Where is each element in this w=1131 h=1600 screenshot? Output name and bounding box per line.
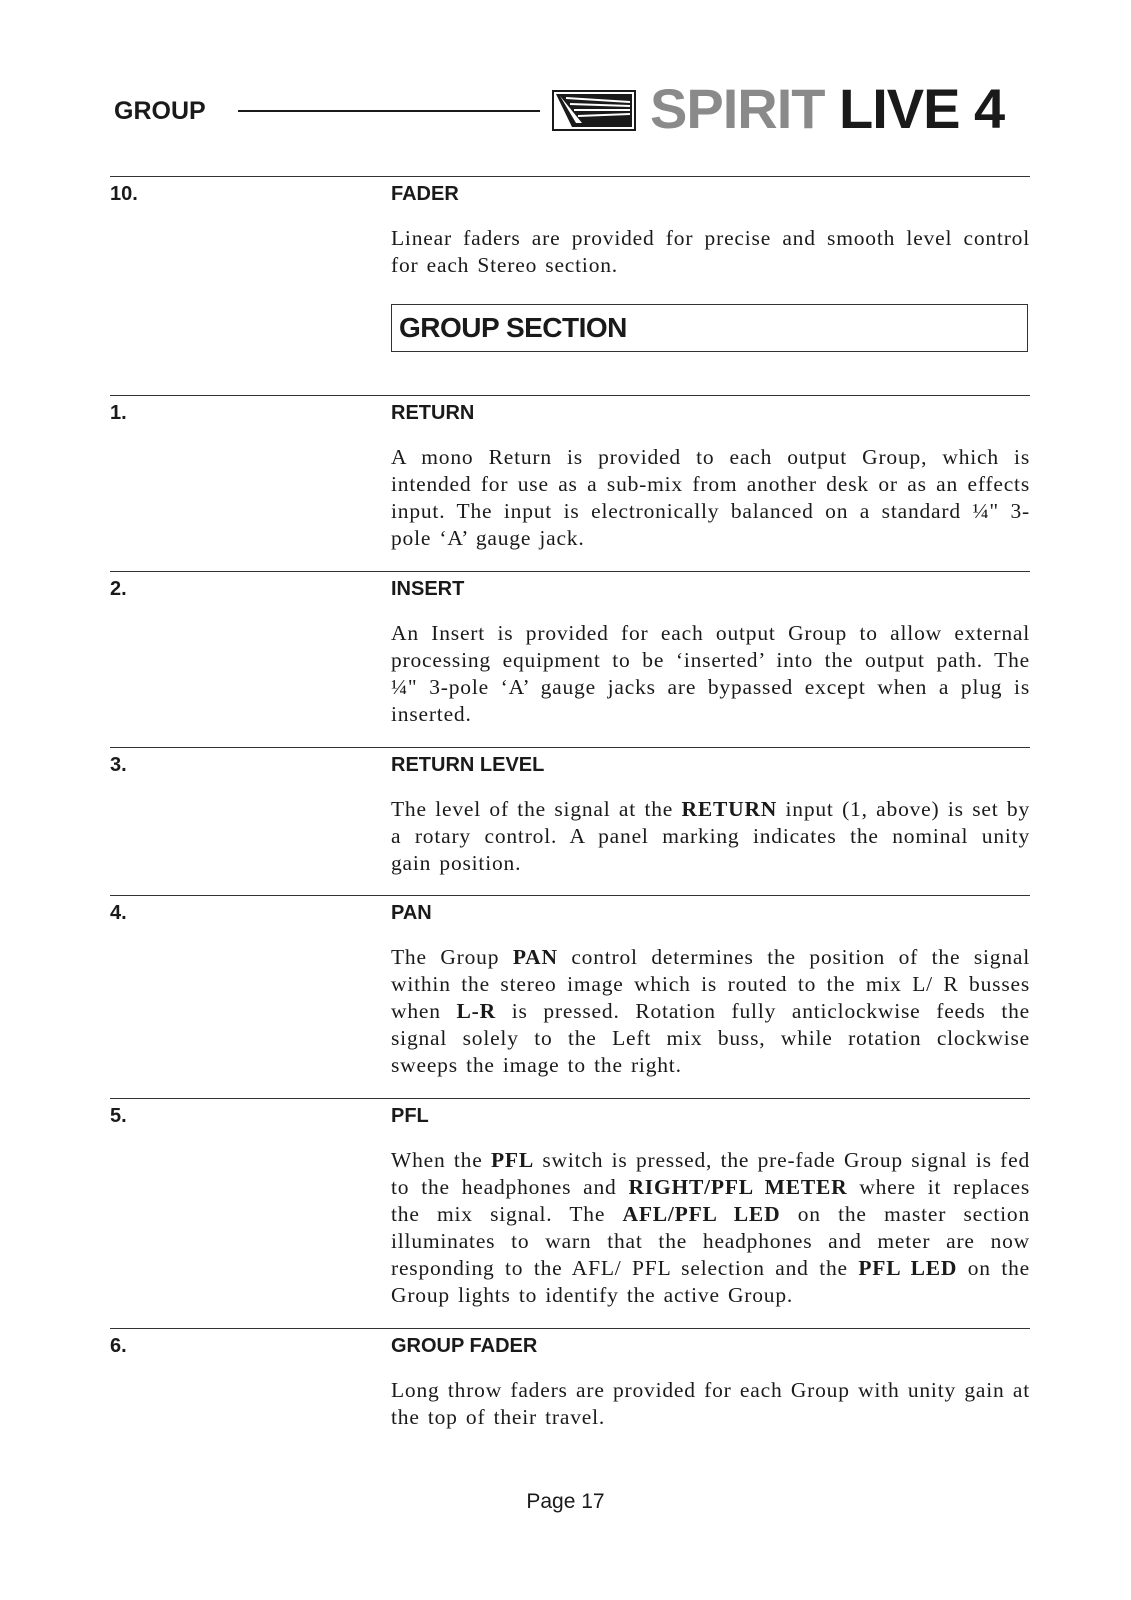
section-rule	[110, 1328, 1030, 1329]
body-text-run: control determines the position of the signal within the stereo image which is routed to the mix L/ R busses when	[391, 945, 1030, 1023]
section-body	[391, 944, 1030, 1079]
section-number: 2.	[110, 578, 127, 600]
section-body	[391, 796, 1030, 877]
body-bold-run: PFL	[490, 1148, 534, 1172]
body-text-run: A mono Return is provided to each output Group, which is intended for use as a sub-mix from another desk or as an effects input. The input is electronically balanced on a standard ¼" 3-pole ‘A’ gauge jack.	[391, 445, 1030, 550]
section-pfl	[110, 1098, 1030, 1307]
body-text-run: input (1, above) is set by a rotary control. A panel marking indicates the nominal unity gain position.	[391, 797, 1030, 875]
section-rule	[110, 571, 1030, 572]
body-text-run: on the master section illuminates to warn that the headphones and meter are now responding to the AFL/ PFL selection and the	[391, 1202, 1030, 1280]
section-rule	[110, 747, 1030, 748]
header-rule	[238, 110, 540, 112]
page-number: Page 17	[526, 1490, 605, 1513]
body-bold-run: RETURN	[681, 797, 778, 821]
section-number: 6.	[110, 1335, 127, 1357]
body-bold-run: RIGHT/PFL METER	[628, 1175, 848, 1199]
section-number: 4.	[110, 902, 127, 924]
logo-model: LIVE 4	[839, 77, 1005, 140]
section-fader	[110, 176, 1030, 277]
body-text-run: An Insert is provided for each output Group to allow external processing equipment to be ‘inserted’ into the output path. The ¼" 3-pole ‘A’ gauge jacks are bypassed except when a plug is inserted.	[391, 621, 1030, 726]
body-text-run: When the	[391, 1148, 491, 1172]
section-title: PAN	[391, 902, 432, 924]
section-return	[110, 395, 1030, 550]
section-title: INSERT	[391, 578, 465, 600]
section-title: GROUP FADER	[391, 1335, 538, 1357]
group-section-heading-box	[391, 304, 1028, 352]
section-title: PFL	[391, 1105, 429, 1127]
section-title: FADER	[391, 183, 459, 205]
body-text-run: The level of the signal at the	[391, 797, 682, 821]
section-number: 1.	[110, 402, 127, 424]
body-text-run: switch is pressed, the pre-fade Group signal is fed to the headphones and	[391, 1148, 1030, 1199]
section-title: RETURN	[391, 402, 475, 424]
body-text-run: where it replaces the mix signal. The	[391, 1175, 1030, 1226]
section-rule	[110, 895, 1030, 896]
header-section-label: GROUP	[114, 97, 206, 125]
brand-logo-text	[650, 78, 1004, 140]
logo-brand: SPIRIT	[650, 77, 825, 140]
group-section-heading: GROUP SECTION	[399, 312, 627, 343]
section-number: 3.	[110, 754, 127, 776]
section-number: 10.	[110, 183, 138, 205]
body-bold-run: PAN	[512, 945, 558, 969]
section-pan	[110, 895, 1030, 1077]
body-text-run: The Group	[391, 945, 513, 969]
body-text-run: on the Group lights to identify the active Group.	[391, 1256, 1030, 1307]
body-text-run: Long throw faders are provided for each Group with unity gain at the top of their travel.	[391, 1378, 1030, 1429]
section-body	[391, 444, 1030, 552]
section-rule	[110, 1098, 1030, 1099]
body-bold-run: AFL/PFL LED	[622, 1202, 781, 1226]
section-body	[391, 620, 1030, 728]
section-rule	[110, 176, 1030, 177]
spirit-logo-icon	[552, 90, 636, 131]
section-return-level	[110, 747, 1030, 875]
section-group-fader	[110, 1328, 1030, 1429]
body-text-run: Linear faders are provided for precise and smooth level control for each Stereo section.	[391, 226, 1030, 277]
section-number: 5.	[110, 1105, 127, 1127]
body-text-run: is pressed. Rotation fully anticlockwise feeds the signal solely to the Left mix buss, while rotation clockwise sweeps the image to the right.	[391, 999, 1030, 1077]
section-rule	[110, 395, 1030, 396]
section-insert	[110, 571, 1030, 726]
section-body	[391, 1147, 1030, 1309]
body-bold-run: L-R	[456, 999, 496, 1023]
section-body	[391, 1377, 1030, 1431]
section-body	[391, 225, 1030, 279]
body-bold-run: PFL LED	[858, 1256, 958, 1280]
section-title: RETURN LEVEL	[391, 754, 545, 776]
